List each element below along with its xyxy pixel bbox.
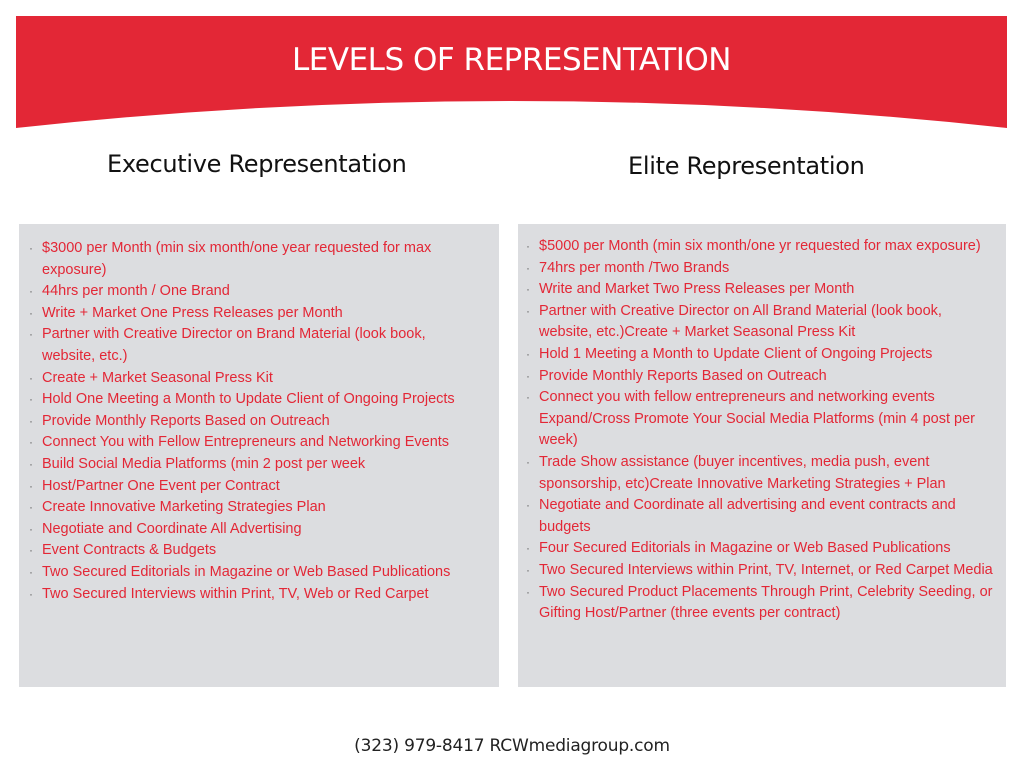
bullet-icon: · xyxy=(29,478,33,493)
list-item-text: Provide Monthly Reports Based on Outreach xyxy=(42,412,330,429)
list-item xyxy=(29,562,479,584)
list-item xyxy=(526,258,998,280)
list-item-text: Hold One Meeting a Month to Update Client of Ongoing Projects xyxy=(42,391,455,408)
list-item-text: Two Secured Interviews within Print, TV, Internet, or Red Carpet Media xyxy=(539,561,993,578)
list-item xyxy=(526,582,998,625)
bullet-icon: · xyxy=(29,521,33,536)
bullet-icon: · xyxy=(526,303,530,318)
list-item-text: Trade Show assistance (buyer incentives, media push, event sponsorship, etc)Create Innovative Marketing Strategies + Plan xyxy=(539,453,946,492)
bullet-icon: · xyxy=(29,564,33,579)
page-title: LEVELS OF REPRESENTATION xyxy=(292,42,731,78)
list-item-text: Event Contracts & Budgets xyxy=(42,542,217,559)
executive-list xyxy=(29,238,479,605)
list-item-text: Four Secured Editorials in Magazine or Web Based Publications xyxy=(539,540,951,557)
list-item-text: $3000 per Month (min six month/one year requested for max exposure) xyxy=(42,240,432,278)
list-item-text: Connect You with Fellow Entrepreneurs and Networking Events xyxy=(42,434,450,451)
list-item-text: Partner with Creative Director on Brand Material (look book, website, etc.) xyxy=(42,326,426,364)
list-item-text: Partner with Creative Director on All Brand Material (look book, website, etc.)Create + Market Seasonal Press Kit xyxy=(539,302,942,341)
executive-panel xyxy=(19,224,499,687)
elite-panel xyxy=(518,224,1006,687)
bullet-icon: · xyxy=(29,435,33,450)
list-item xyxy=(526,301,998,344)
list-item-text: Write + Market One Press Releases per Month xyxy=(42,304,343,321)
list-item-text: Create + Market Seasonal Press Kit xyxy=(42,369,273,386)
list-item xyxy=(29,432,479,454)
bullet-icon: · xyxy=(29,392,33,407)
list-item xyxy=(526,387,998,452)
bullet-icon: · xyxy=(29,586,33,601)
bullet-icon: · xyxy=(29,284,33,299)
bullet-icon: · xyxy=(526,282,530,297)
bullet-icon: · xyxy=(29,327,33,342)
bullet-icon: · xyxy=(526,390,530,405)
list-item-text: Build Social Media Platforms (min 2 post per week xyxy=(42,455,366,472)
list-item-text: Create Innovative Marketing Strategies Plan xyxy=(42,499,326,516)
list-item xyxy=(526,344,998,366)
bullet-icon: · xyxy=(526,584,530,599)
bullet-icon: · xyxy=(29,413,33,428)
list-item xyxy=(29,281,479,303)
list-item xyxy=(526,366,998,388)
list-item xyxy=(29,454,479,476)
list-item xyxy=(29,497,479,519)
bullet-icon: · xyxy=(526,541,530,556)
elite-heading: Elite Representation xyxy=(628,152,865,180)
list-item xyxy=(29,476,479,498)
executive-heading: Executive Representation xyxy=(107,150,407,178)
list-item-text: Two Secured Interviews within Print, TV, Web or Red Carpet xyxy=(42,585,429,602)
list-item xyxy=(29,238,479,281)
bullet-icon: · xyxy=(526,368,530,383)
bullet-icon: · xyxy=(29,500,33,515)
list-item-text: Two Secured Editorials in Magazine or Web Based Publications xyxy=(42,563,451,580)
bullet-icon: · xyxy=(29,370,33,385)
list-item xyxy=(29,540,479,562)
list-item xyxy=(29,411,479,433)
bullet-icon: · xyxy=(526,260,530,275)
list-item-text: Negotiate and Coordinate all advertising and event contracts and budgets xyxy=(539,497,956,535)
footer-contact: (323) 979-8417 RCWmediagroup.com xyxy=(354,736,670,756)
list-item xyxy=(526,279,998,301)
list-item xyxy=(29,324,479,367)
list-item xyxy=(526,560,998,582)
bullet-icon: · xyxy=(526,562,530,577)
list-item-text: Negotiate and Coordinate All Advertising xyxy=(42,520,302,537)
bullet-icon: · xyxy=(526,498,530,513)
list-item-text: Host/Partner One Event per Contract xyxy=(42,477,280,494)
list-item-text: $5000 per Month (min six month/one yr requested for max exposure) xyxy=(539,238,981,254)
bullet-icon: · xyxy=(29,241,33,255)
list-item xyxy=(29,303,479,325)
list-item-text: 44hrs per month / One Brand xyxy=(42,283,230,300)
list-item-text: 74hrs per month /Two Brands xyxy=(539,259,730,276)
list-item-text: Provide Monthly Reports Based on Outreach xyxy=(539,367,827,384)
bullet-icon: · xyxy=(526,454,530,469)
list-item-text: Connect you with fellow entrepreneurs and networking events Expand/Cross Promote Your Social Media Platforms (min 4 post per week) xyxy=(539,389,976,449)
bullet-icon: · xyxy=(29,305,33,320)
list-item xyxy=(526,452,998,495)
header-banner xyxy=(16,16,1007,128)
list-item-text: Write and Market Two Press Releases per Month xyxy=(539,281,855,298)
list-item xyxy=(29,519,479,541)
bullet-icon: · xyxy=(526,346,530,361)
bullet-icon: · xyxy=(29,456,33,471)
list-item xyxy=(29,389,479,411)
list-item xyxy=(526,538,998,560)
list-item-text: Two Secured Product Placements Through Print, Celebrity Seeding, or Gifting Host/Partner (three events per contract) xyxy=(539,583,993,622)
list-item xyxy=(526,495,998,538)
elite-list xyxy=(526,236,998,625)
list-item xyxy=(526,236,998,258)
list-item xyxy=(29,368,479,390)
list-item xyxy=(29,584,479,606)
list-item-text: Hold 1 Meeting a Month to Update Client of Ongoing Projects xyxy=(539,345,933,362)
bullet-icon: · xyxy=(526,239,530,253)
bullet-icon: · xyxy=(29,543,33,558)
